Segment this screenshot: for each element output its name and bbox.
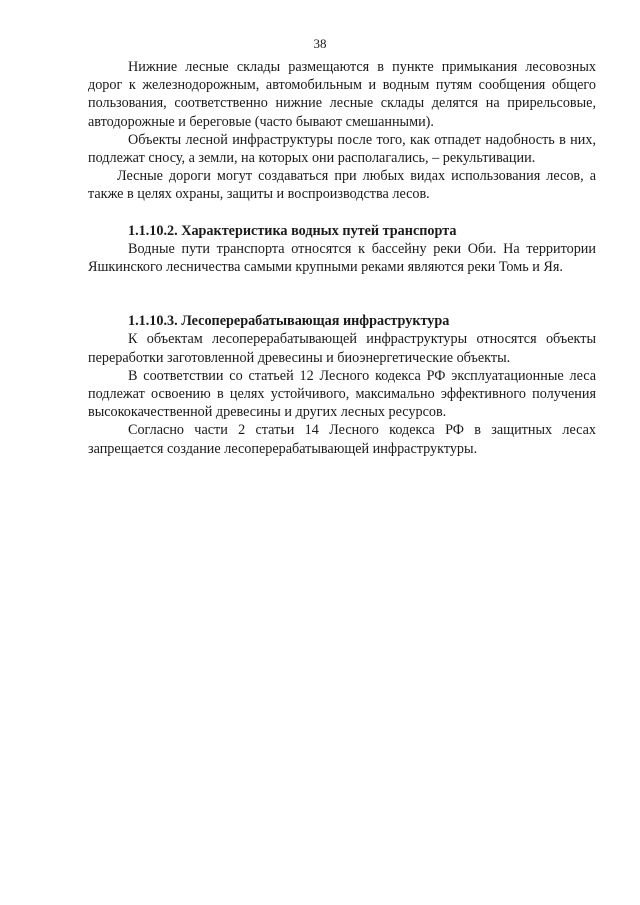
paragraph-infrastructure-removal: Объекты лесной инфраструктуры после того, как отпадет надобность в них, подлежат сносу, а земли, на которых они располагались, – рекультивации. (88, 131, 596, 167)
spacer (88, 204, 596, 222)
section-heading-processing: 1.1.10.3. Лесоперерабатывающая инфраструктура (128, 313, 450, 330)
paragraph-processing-objects: К объектам лесоперерабатывающей инфраструктуры относятся объекты переработки заготовленной древесины и биоэнергетические объекты. (88, 331, 596, 366)
paragraph-article-14: Согласно части 2 статьи 14 Лесного кодекса РФ в защитных лесах запрещается создание лесоперерабатывающей инфраструктуры. (88, 422, 596, 457)
document-body (88, 58, 596, 458)
paragraph-water-routes: Водные пути транспорта относятся к бассейну реки Оби. На территории Яшкинского лесничества самыми крупными реками являются реки Томь и Яя. (88, 240, 596, 276)
paragraph-article-12: В соответствии со статьей 12 Лесного кодекса РФ эксплуатационные леса подлежат освоению в целях устойчивого, максимально эффективного получения высококачественной древесины и других лесных ресурсов. (88, 367, 596, 421)
paragraph-forest-roads: Лесные дороги могут создаваться при любых видах использования лесов, а также в целях охраны, защиты и воспроизводства лесов. (88, 168, 596, 203)
spacer (88, 276, 596, 312)
page-number: 38 (313, 36, 327, 51)
section-heading-water-routes: 1.1.10.2. Характеристика водных путей транспорта (128, 222, 457, 239)
paragraph-lower-warehouses: Нижние лесные склады размещаются в пункте примыкания лесовозных дорог к железнодорожным, автомобильным и водным путям сообщения общего пользования, соответственно нижние лесные склады делятся на прирельсовые, автодорожные и береговые (часто бывают смешанными). (88, 59, 596, 130)
